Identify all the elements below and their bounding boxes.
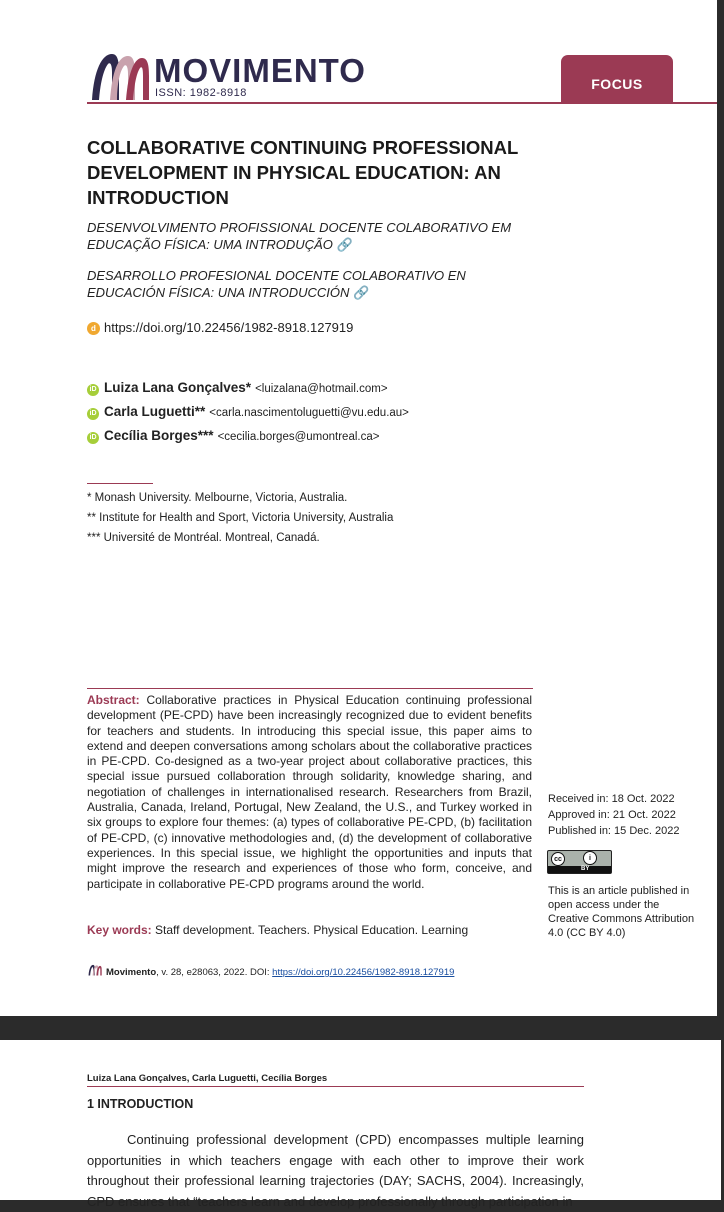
- author-row: [87, 380, 388, 396]
- orcid-icon[interactable]: iD: [87, 432, 99, 444]
- orcid-icon[interactable]: iD: [87, 408, 99, 420]
- cc-icon: cc: [551, 852, 565, 866]
- publication-dates: [548, 791, 679, 839]
- header-divider: [87, 102, 717, 104]
- keywords-label: Key words:: [87, 923, 152, 937]
- author-name: Carla Luguetti**: [104, 404, 206, 419]
- footer-doi-link[interactable]: https://doi.org/10.22456/1982-8918.127919: [272, 967, 455, 978]
- movimento-logo-icon: [87, 964, 103, 976]
- author-name: Cecília Borges***: [104, 428, 214, 443]
- date-approved: Approved in: 21 Oct. 2022: [548, 809, 676, 821]
- keywords-text: Staff development. Teachers. Physical Education. Learning: [155, 923, 469, 937]
- section-heading: 1 INTRODUCTION: [87, 1097, 194, 1111]
- cc-by-label: BY: [581, 866, 590, 872]
- license-text: This is an article published in open access under the Creative Commons Attribution 4.0 (CC BY 4.0): [548, 885, 695, 939]
- footnote-divider: [87, 483, 153, 484]
- link-icon[interactable]: 🔗: [353, 285, 370, 300]
- author-email: <cecilia.borges@umontreal.ca>: [217, 431, 380, 443]
- abstract: [87, 693, 532, 892]
- title-portuguese: [87, 219, 547, 253]
- date-published: Published in: 15 Dec. 2022: [548, 825, 680, 837]
- attribution-icon: i: [583, 851, 597, 865]
- doi-row[interactable]: [87, 320, 353, 335]
- article-title: COLLABORATIVE CONTINUING PROFESSIONAL DEVELOPMENT IN PHYSICAL EDUCATION: AN INTRODUCTION: [87, 137, 518, 208]
- author-email: <carla.nascimentoluguetti@vu.edu.au>: [209, 407, 409, 419]
- abstract-label: Abstract:: [87, 693, 140, 707]
- abstract-text: Collaborative practices in Physical Education continuing professional development (PE-CPD) have been increasingly recognized due to evident benefits for teachers and students. In introducing this special issue, this paper aims to extend and deepen conversations among scholars about the collaborative practices in PE-CPD. Co-designed as a two-year project about collaborative practices, this special issue pursued collaboration through solidarity, knowledge sharing, and negotiation of challenges in internationalised research. Researchers from Brazil, Australia, Canada, Ireland, Portugal, New Zealand, the U.S., and Turkey worked in six groups to explore four themes: (a) types of collaborative PE-CPD, (b) facilitation of PE-CPD, (c) innovative methodologies and, (d) the development of collaborative experiences. In this special issue, we highlight the opportunities and inputs that might improve the research and experiences of those who form, conceive, and participate in collaborative PE-CPD programs around the world.: [87, 693, 532, 891]
- author-email: <luizalana@hotmail.com>: [255, 383, 388, 395]
- author-name: Luiza Lana Gonçalves*: [104, 380, 252, 395]
- affiliation: ** Institute for Health and Sport, Victoria University, Australia: [87, 512, 394, 524]
- movimento-logo-icon: [88, 50, 152, 102]
- footer-citation: , v. 28, e28063, 2022. DOI:: [156, 967, 273, 978]
- author-row: [87, 428, 379, 444]
- issn: ISSN: 1982-8918: [155, 87, 247, 99]
- date-received: Received in: 18 Oct. 2022: [548, 793, 675, 805]
- title-spanish: [87, 267, 547, 301]
- affiliation: * Monash University. Melbourne, Victoria, Australia.: [87, 492, 348, 504]
- cc-by-license-badge[interactable]: [547, 850, 612, 874]
- affiliation: *** Université de Montréal. Montreal, Canadá.: [87, 532, 320, 544]
- running-head-divider: [87, 1086, 584, 1087]
- orcid-icon[interactable]: iD: [87, 384, 99, 396]
- link-icon[interactable]: 🔗: [336, 237, 354, 252]
- section-tab-focus: FOCUS: [561, 55, 673, 102]
- running-head: Luiza Lana Gonçalves, Carla Luguetti, Cecília Borges: [87, 1073, 328, 1084]
- body-paragraph: Continuing professional development (CPD) encompasses multiple learning opportunities in which teachers engage with each other to improve their work throughout their professional learning trajectories (DAY; SACHS, 2004). Increasingly, CPD ensures that “teachers learn and develop professionally through participation in: [87, 1132, 584, 1209]
- abstract-divider: [87, 688, 533, 689]
- doi-icon: d: [87, 322, 100, 335]
- author-row: [87, 404, 409, 420]
- journal-logo-text: MOVIMENTO: [154, 52, 366, 89]
- title-spanish-text: DESARROLLO PROFESIONAL DOCENTE COLABORATIVO EN EDUCACIÓN FÍSICA: UNA INTRODUCCIÓN: [87, 268, 466, 300]
- keywords: [87, 923, 532, 937]
- title-portuguese-text: DESENVOLVIMENTO PROFISSIONAL DOCENTE COLABORATIVO EM EDUCAÇÃO FÍSICA: UMA INTRODUÇÃO: [87, 220, 512, 252]
- footer-journal: Movimento: [106, 967, 157, 978]
- doi-link[interactable]: https://doi.org/10.22456/1982-8918.127919: [104, 320, 354, 335]
- page-footer: [87, 964, 454, 978]
